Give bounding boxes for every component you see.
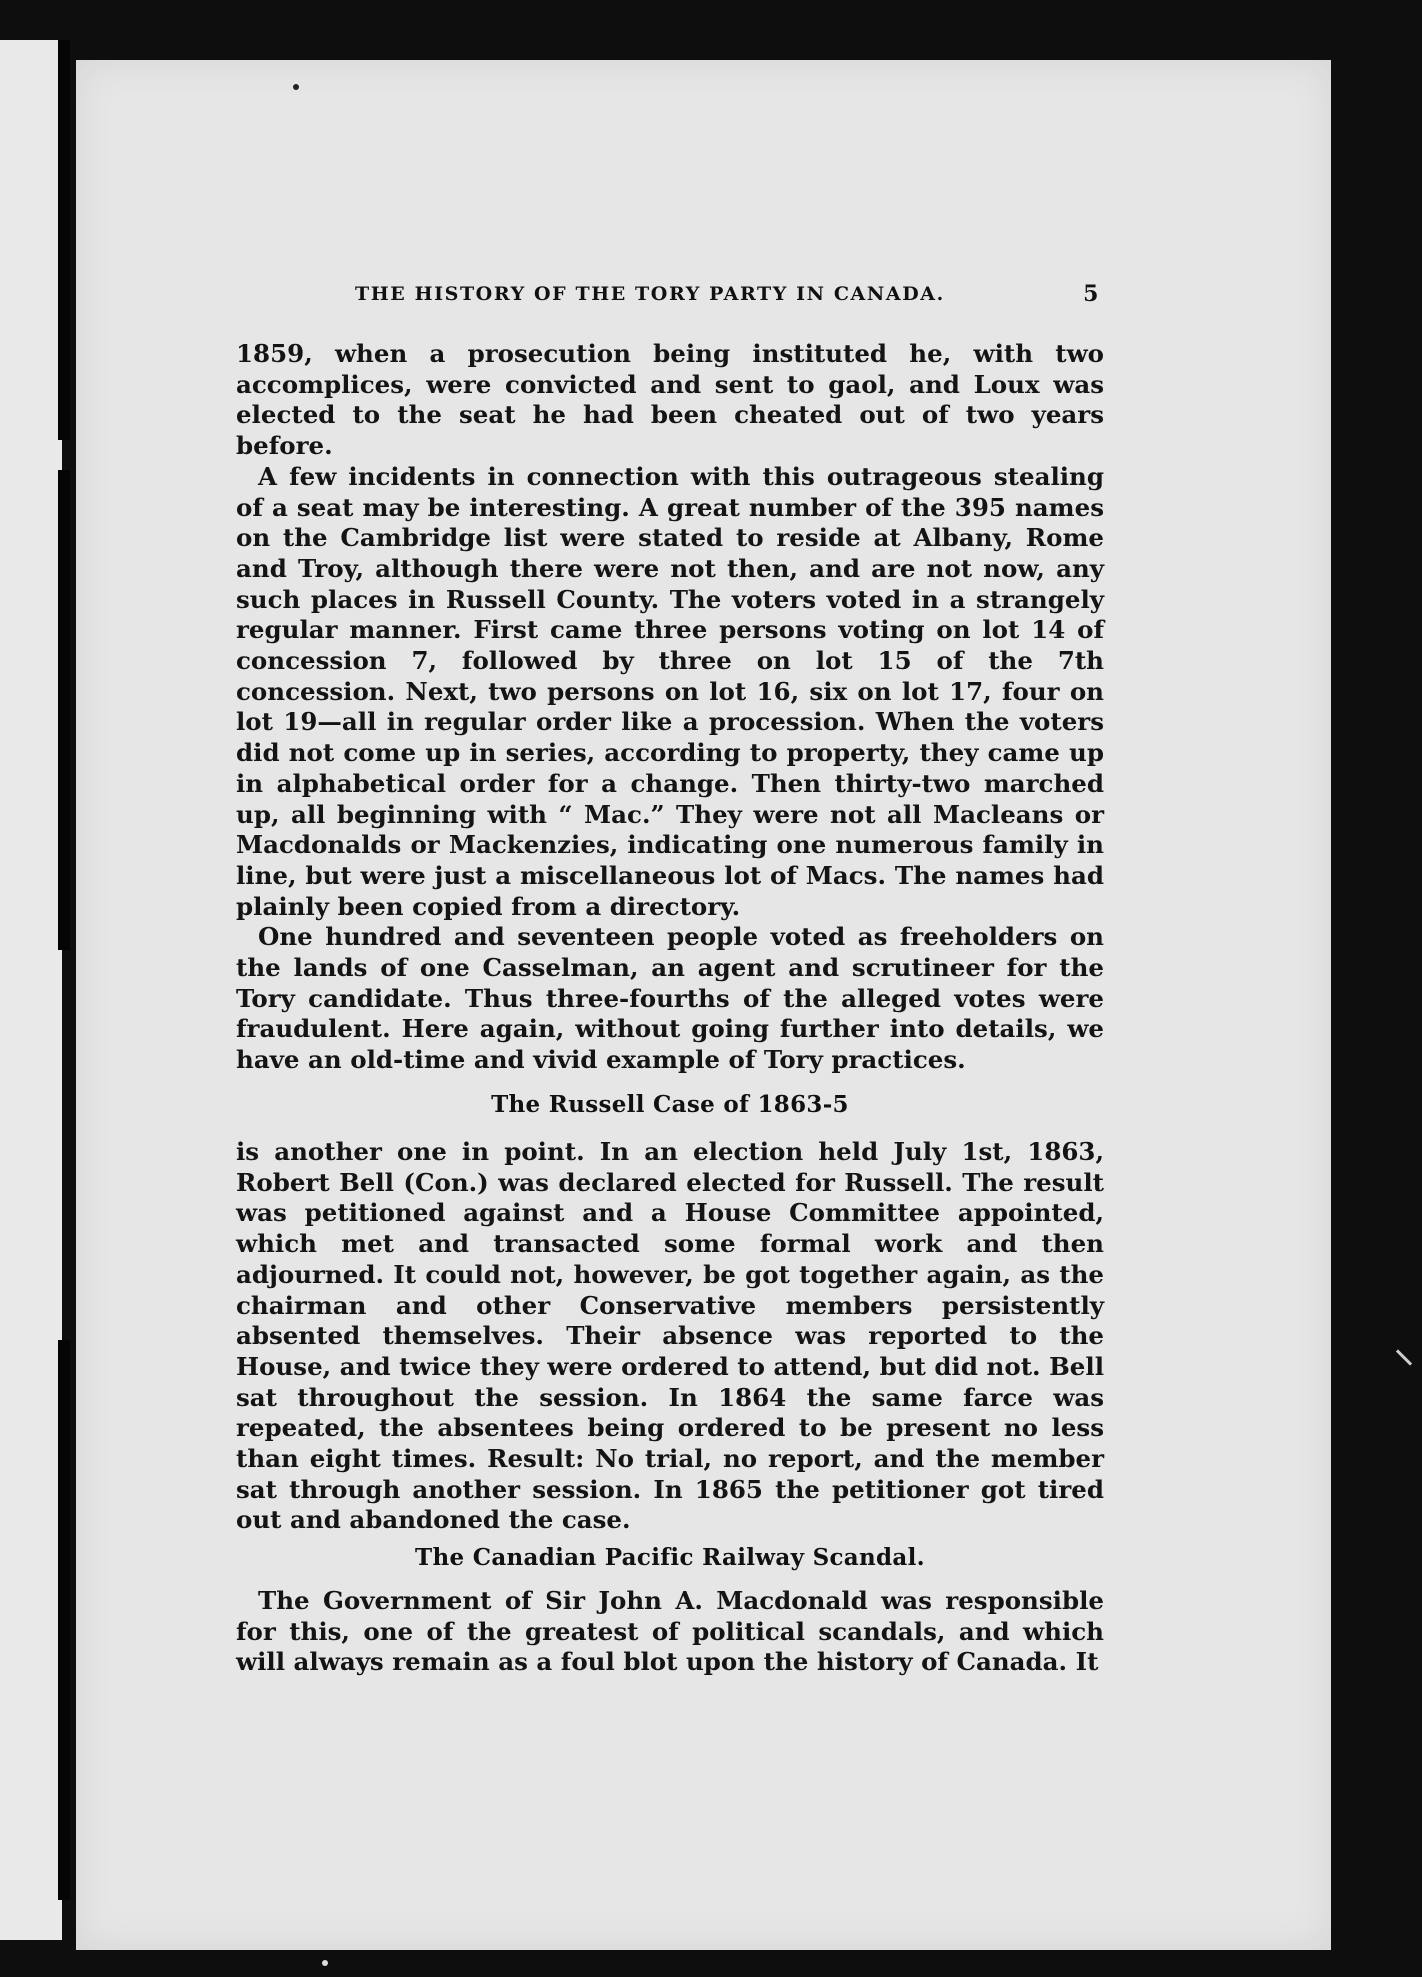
body-section-2 (236, 1137, 1104, 1536)
body-section-3 (236, 1586, 1104, 1678)
page-speck (293, 84, 299, 90)
paragraph: 1859, when a prosecution being instituted he, with two accomplices, were convicted and sent to gaol, and Loux was elected to the seat he had been cheated out of two years before. (236, 339, 1104, 461)
page-speck (322, 1960, 328, 1966)
section-heading-russell-case: The Russell Case of 1863-5 (491, 1091, 849, 1118)
running-title: THE HISTORY OF THE TORY PARTY IN CANADA. (355, 283, 945, 305)
page-number: 5 (1083, 281, 1100, 307)
paragraph: A few incidents in connection with this outrageous stealing of a seat may be interesting. A great number of the 395 names on the Cambridge list were stated to reside at Albany, Rome and Troy, although there were not then, and are not now, any such places in Russell County. The voters voted in a strangely regular manner. First came three persons voting on lot 14 of concession 7, followed by three on lot 15 of the 7th concession. Next, two persons on lot 16, six on lot 17, four on lot 19—all in regular order like a procession. When the voters did not come up in series, according to property, they came up in alphabetical order for a change. Then thirty-two marched up, all beginning with “ Mac.” They were not all Macleans or Macdonalds or Mackenzies, indicating one numerous family in line, but were just a miscellaneous lot of Macs. The names had plainly been copied from a directory. (236, 461, 1104, 921)
binding-shadow-bottom (58, 1340, 70, 1900)
paragraph: is another one in point. In an election held July 1st, 1863, Robert Bell (Con.) was declared elected for Russell. The result was petitioned against and a House Committee appointed, which met and transacted some formal work and then adjourned. It could not, however, be got together again, as the chairman and other Conservative members persistently absented themselves. Their absence was reported to the House, and twice they were ordered to attend, but did not. Bell sat throughout the session. In 1864 the same farce was repeated, the absentees being ordered to be present no less than eight times. Result: No trial, no report, and the member sat through another session. In 1865 the petitioner got tired out and abandoned the case. (236, 1137, 1104, 1535)
binding-shadow-top (58, 40, 70, 440)
facing-page-edge (0, 40, 62, 1940)
body-section-1 (236, 339, 1104, 1076)
paragraph: One hundred and seventeen people voted as freeholders on the lands of one Casselman, an agent and scrutineer for the Tory candidate. Thus three-fourths of the alleged votes were fraudulent. Here again, without going further into details, we have an old-time and vivid example of Tory practices. (236, 922, 1104, 1075)
binding-shadow-middle (58, 470, 70, 950)
running-header (355, 283, 1100, 305)
scan-mark (1396, 1349, 1412, 1365)
section-heading-cpr-scandal: The Canadian Pacific Railway Scandal. (415, 1544, 925, 1571)
paragraph: The Government of Sir John A. Macdonald was responsible for this, one of the greatest of political scandals, and which will always remain as a foul blot upon the history of Canada. It (236, 1586, 1104, 1677)
